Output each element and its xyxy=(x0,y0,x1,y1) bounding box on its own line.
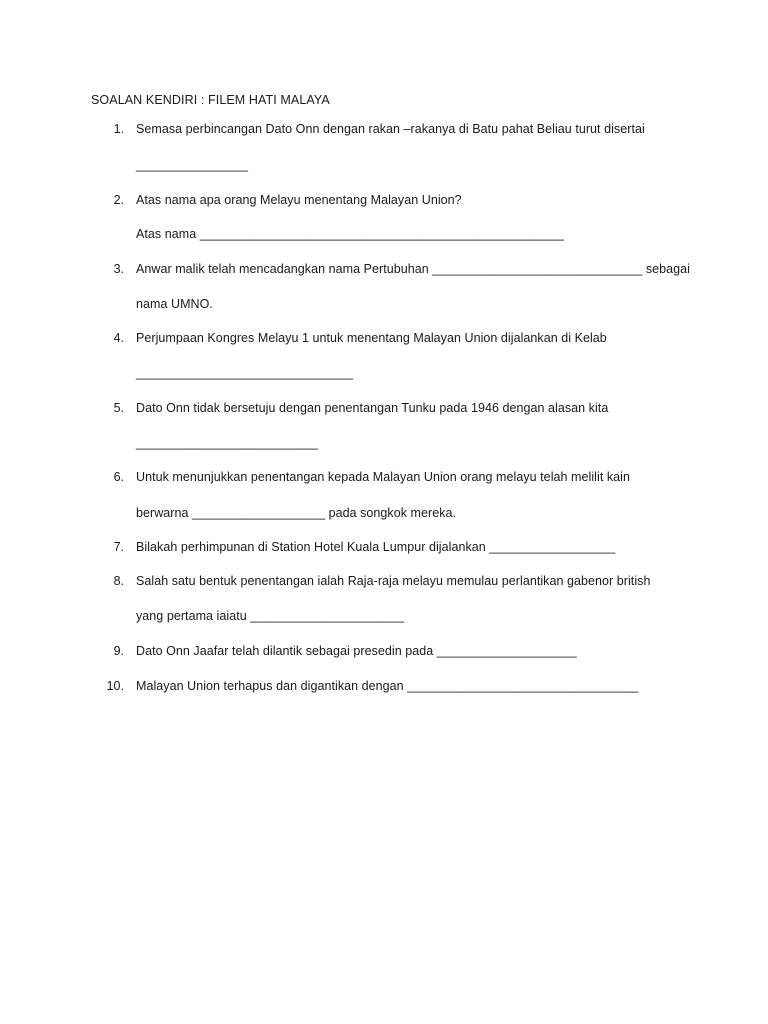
question-4-text: Perjumpaan Kongres Melayu 1 untuk menentang Malayan Union dijalankan di Kelab xyxy=(136,331,607,345)
question-7-number: 7. xyxy=(113,540,124,554)
question-6-continuation: berwarna ___________________ pada songkok mereka. xyxy=(136,506,457,520)
question-10-number: 10. xyxy=(106,679,124,693)
question-7-text: Bilakah perhimpunan di Station Hotel Kuala Lumpur dijalankan __________________ xyxy=(136,540,616,554)
question-8-number: 8. xyxy=(113,574,124,588)
question-5-number: 5. xyxy=(113,401,124,415)
question-3-text: Anwar malik telah mencadangkan nama Pertubuhan ______________________________ sebagai xyxy=(136,262,690,276)
question-10-text: Malayan Union terhapus dan digantikan dengan _________________________________ xyxy=(136,679,639,693)
document-title: SOALAN KENDIRI : FILEM HATI MALAYA xyxy=(91,93,330,107)
question-1-number: 1. xyxy=(113,122,124,136)
question-9-number: 9. xyxy=(113,644,124,658)
question-9-text: Dato Onn Jaafar telah dilantik sebagai presedin pada ____________________ xyxy=(136,644,577,658)
question-1-text: Semasa perbincangan Dato Onn dengan rakan –rakanya di Batu pahat Beliau turut disertai xyxy=(136,122,645,136)
question-4-number: 4. xyxy=(113,331,124,345)
question-6-text: Untuk menunjukkan penentangan kepada Malayan Union orang melayu telah melilit kain xyxy=(136,470,630,484)
question-3-continuation: nama UMNO. xyxy=(136,297,213,311)
question-2-answer-line: Atas nama ____________________________________________________ xyxy=(136,227,564,241)
question-2-number: 2. xyxy=(113,193,124,207)
question-4-answer-blank: _______________________________ xyxy=(136,366,354,380)
question-6-number: 6. xyxy=(113,470,124,484)
question-8-text: Salah satu bentuk penentangan ialah Raja-raja melayu memulau perlantikan gabenor british xyxy=(136,574,651,588)
question-1-answer-blank: ________________ xyxy=(136,158,249,172)
question-3-number: 3. xyxy=(113,262,124,276)
question-2-text: Atas nama apa orang Melayu menentang Malayan Union? xyxy=(136,193,462,207)
question-5-text: Dato Onn tidak bersetuju dengan penentangan Tunku pada 1946 dengan alasan kita xyxy=(136,401,609,415)
question-5-answer-blank: __________________________ xyxy=(136,436,319,450)
question-8-continuation: yang pertama iaiatu ______________________ xyxy=(136,609,405,623)
